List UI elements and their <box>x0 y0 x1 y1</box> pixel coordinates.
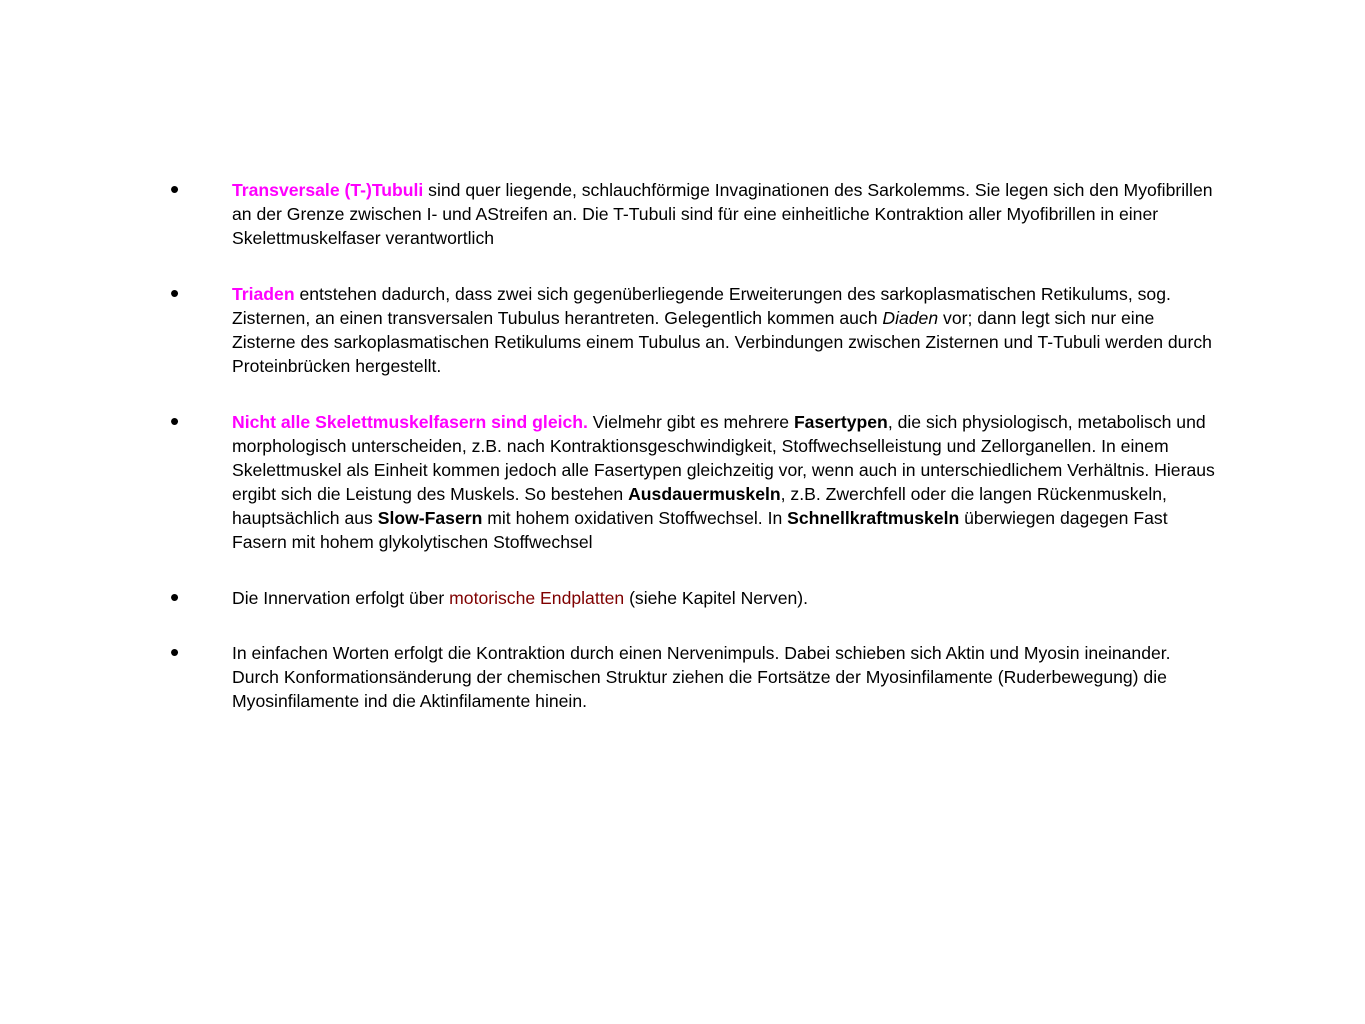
bullet-text: sind quer liegende, schlauchförmige Invaginationen des Sarkolemms. Sie legen sich den Myofibrillen an der Grenze zwischen I- und AStreifen an. Die T-Tubuli sind für eine einheitliche Kontraktion aller Myofibrillen in einer Skelettmuskelfaser verantwortlich <box>232 180 1213 248</box>
bullet-dot-icon: • <box>170 174 180 204</box>
term-diaden: Diaden <box>882 308 939 328</box>
bullet-dot-icon: • <box>170 406 180 436</box>
term-fasertypen: Fasertypen <box>793 412 888 432</box>
bullet-text: (siehe Kapitel Nerven). <box>624 588 809 608</box>
bullet-text: , z.B. Zwerchfell oder die langen Rückenmuskeln, hauptsächlich aus <box>232 484 1167 528</box>
motorische-endplatten-link[interactable]: motorische Endplatten <box>449 588 625 608</box>
bullet-text: vor; dann legt sich nur eine Zisterne des sarkoplasmatischen Retikulums einem Tubulus an. Verbindungen zwischen Zisternen und T-Tubuli werden durch Proteinbrücken hergestellt. <box>232 308 1212 376</box>
term-skelettmuskelfasern: Nicht alle Skelettmuskelfasern sind gleich. <box>232 412 588 432</box>
term-slow-fasern: Slow-Fasern <box>377 508 483 528</box>
bullet-item-triaden <box>170 278 1220 378</box>
bullet-dot-icon: • <box>170 637 180 667</box>
bullet-text: , die sich physiologisch, metabolisch und morphologisch unterscheiden, z.B. nach Kontraktionsgeschwindigkeit, Stoffwechselleistung und Zellorganellen. In einem Skelettmuskel als Einheit kommen jedoch alle Fasertypen gleichzeitig vor, wenn auch in unterschiedlichem Verhältnis. Hieraus ergibt sich die Leistung des Muskels. So bestehen <box>232 412 1215 504</box>
bullet-dot-icon: • <box>170 278 180 308</box>
bullet-text: Die Innervation erfolgt über <box>232 588 450 608</box>
term-ausdauermuskeln: Ausdauermuskeln <box>628 484 781 504</box>
bullet-text: überwiegen dagegen Fast Fasern mit hohem glykolytischen Stoffwechsel <box>232 508 1168 552</box>
bullet-item-kontraktion <box>170 637 1220 713</box>
term-triaden: Triaden <box>232 284 295 304</box>
term-t-tubuli: Transversale (T-)Tubuli <box>232 180 424 200</box>
bullet-text: mit hohem oxidativen Stoffwechsel. In <box>482 508 788 528</box>
bullet-list <box>170 174 1220 745</box>
bullet-item-innervation <box>170 582 1220 612</box>
bullet-text: entstehen dadurch, dass zwei sich gegenüberliegende Erweiterungen des sarkoplasmatischen Retikulums, sog. Zisternen, an einen transversalen Tubulus herantreten. Gelegentlich kommen auch <box>232 284 1171 328</box>
bullet-dot-icon: • <box>170 582 180 612</box>
bullet-text: Vielmehr gibt es mehrere <box>587 412 794 432</box>
bullet-item-fasertypen <box>170 406 1220 554</box>
bullet-text: In einfachen Worten erfolgt die Kontraktion durch einen Nervenimpuls. Dabei schieben sich Aktin und Myosin ineinander. Durch Konformationsänderung der chemischen Struktur ziehen die Fortsätze der Myosinfilamente (Ruderbewegung) die Myosinfilamente ind die Aktinfilamente hinein. <box>232 643 1171 711</box>
term-schnellkraftmuskeln: Schnellkraftmuskeln <box>787 508 960 528</box>
bullet-item-t-tubuli <box>170 174 1220 250</box>
